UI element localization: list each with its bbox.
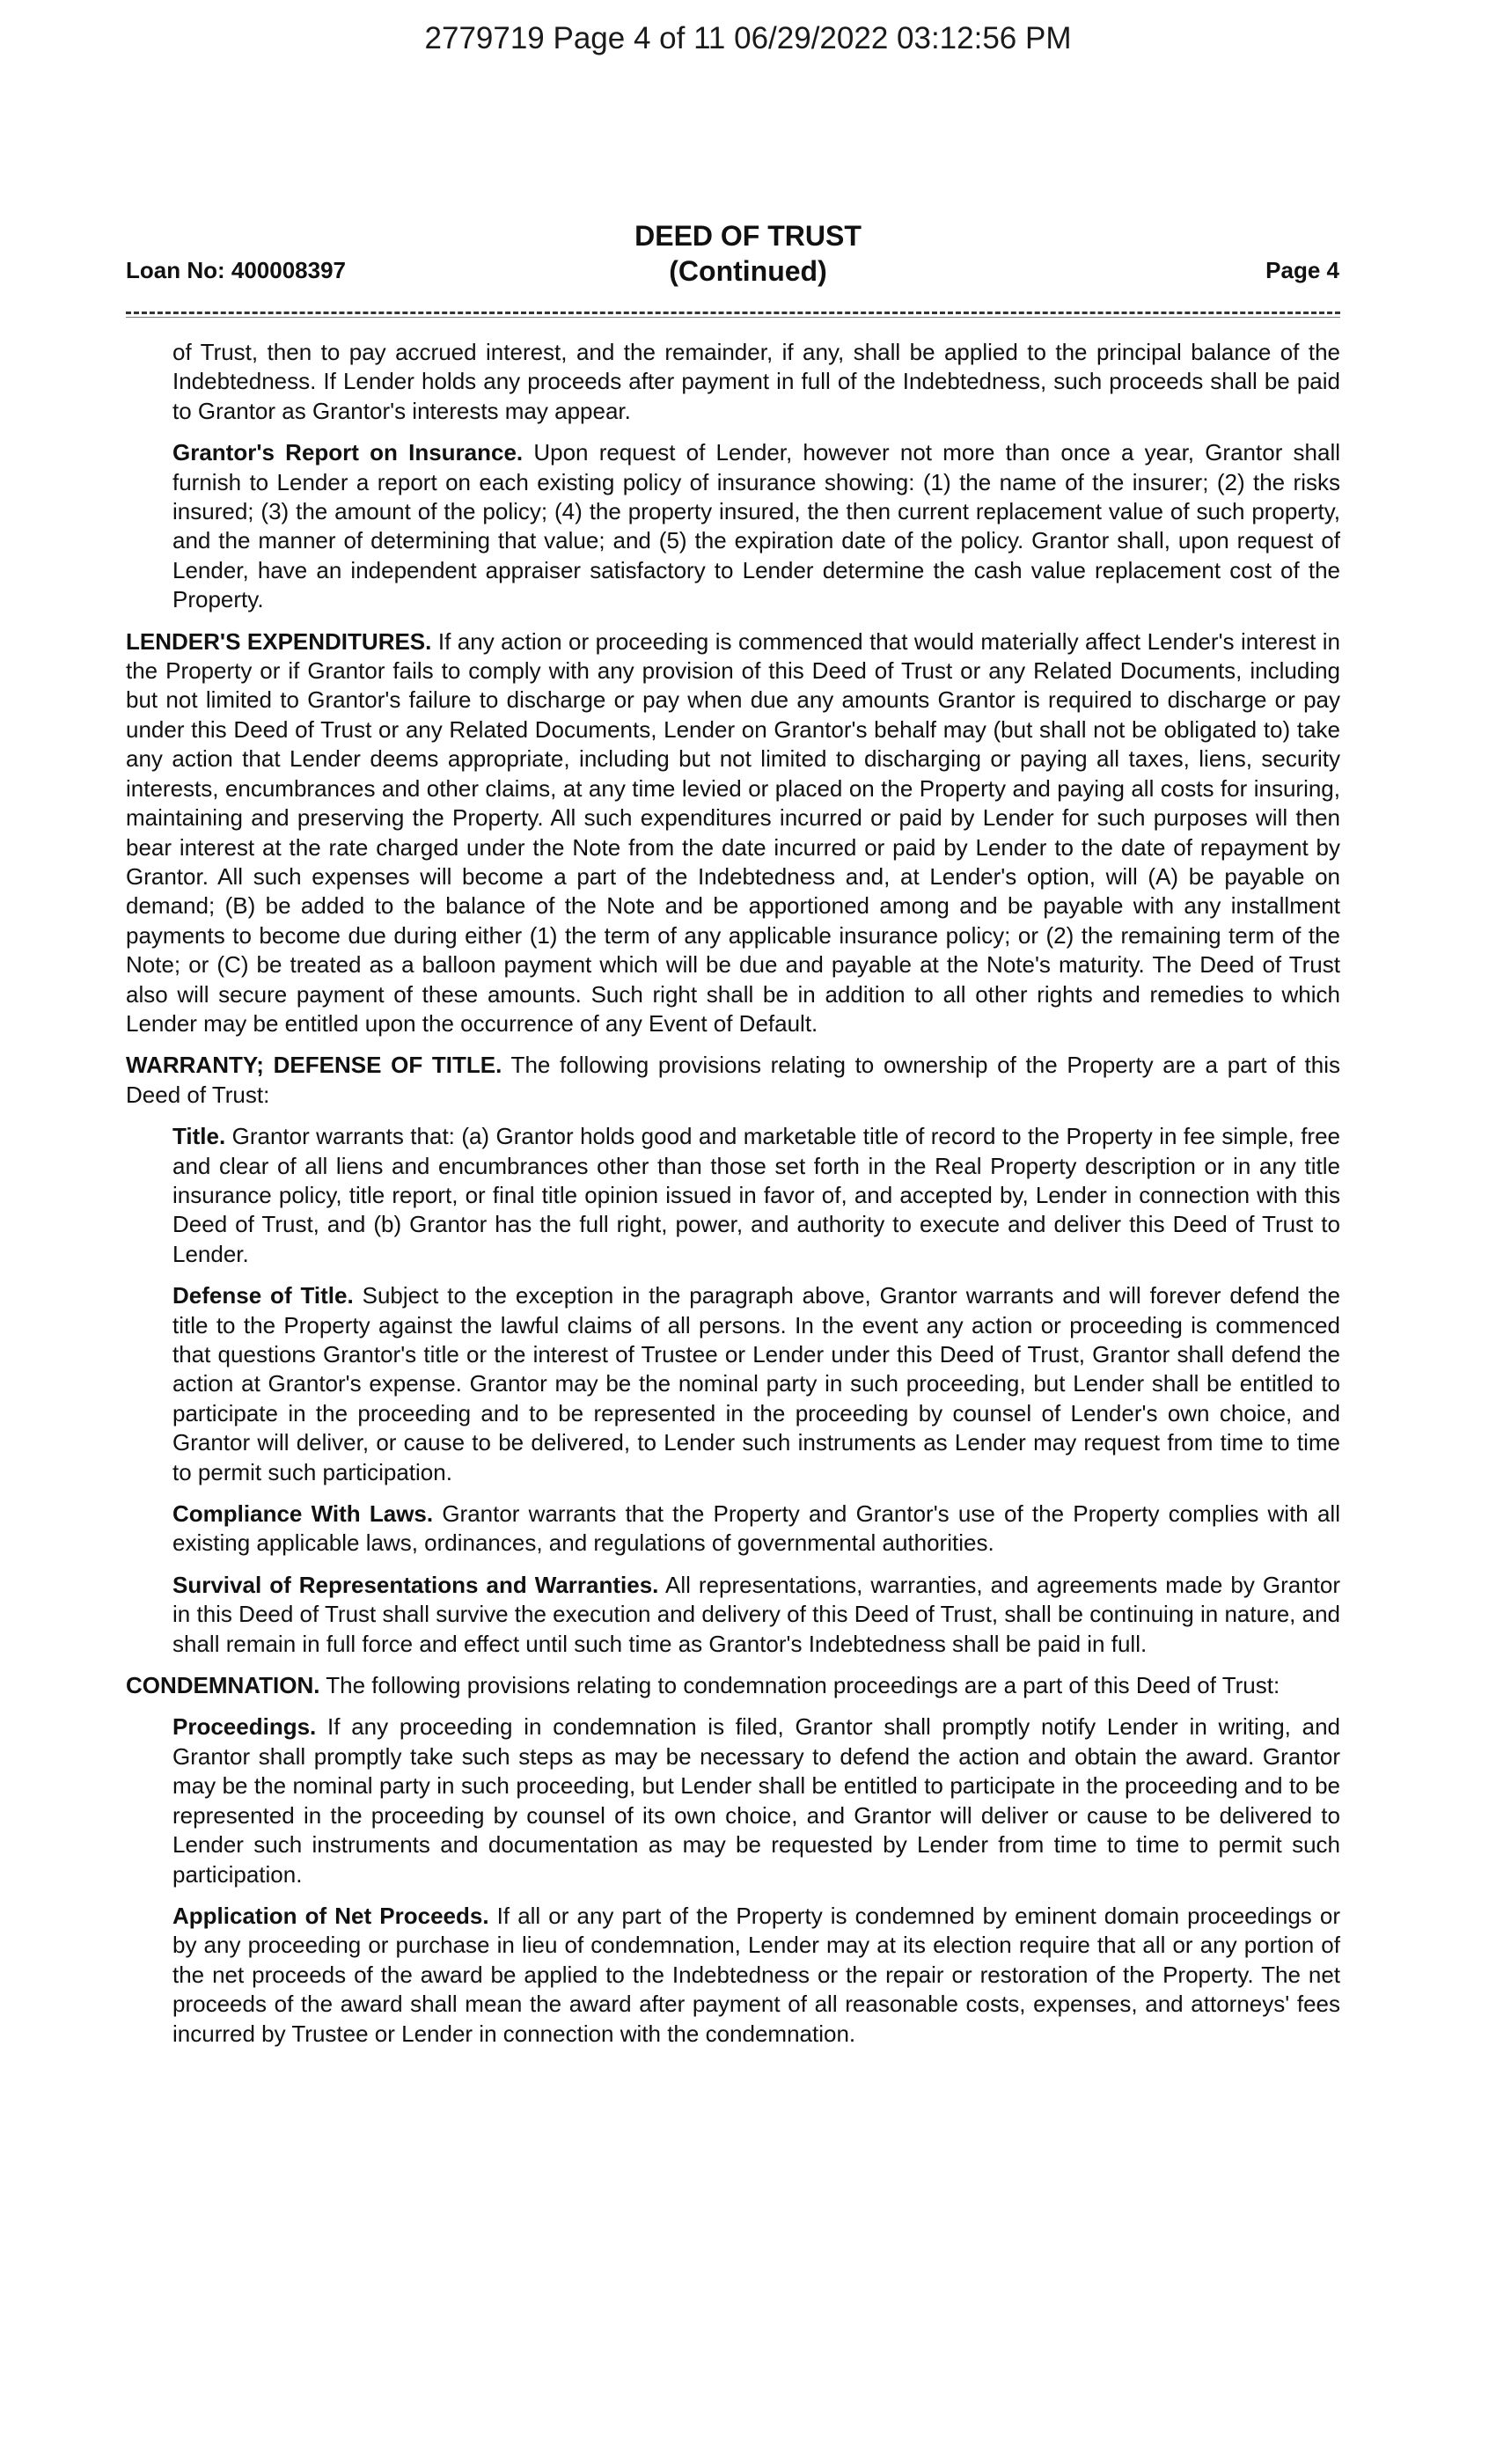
paragraph-continued	[172, 338, 1340, 426]
section-heading: CONDEMNATION.	[126, 1672, 320, 1699]
paragraph-compliance-with-laws	[172, 1500, 1340, 1558]
paragraph-title	[172, 1122, 1340, 1269]
paragraph-grantors-report-on-insurance	[172, 438, 1340, 614]
paragraph-heading: Compliance With Laws.	[172, 1500, 434, 1528]
paragraph-text: All representations, warranties, and agreements made by Grantor in this Deed of Trust shall survive the execution and delivery of this Deed of Trust, shall be continuing in nature, and shall remain in full force and effect until such time as Grantor's Indebtedness shall be paid in full.	[172, 1571, 1341, 1657]
loan-number: Loan No: 400008397	[126, 257, 347, 283]
paragraph-text: Upon request of Lender, however not more than once a year, Grantor shall furnish to Lender a report on each existing policy of insurance showing: (1) the name of the insurer; (2) the risks insured; (3) the amount of the policy; (4) the property insured, the then current replacement value of such property, and the manner of determining that value; and (5) the expiration date of the policy. Grantor shall, upon request of Lender, have an independent appraiser satisfactory to Lender determine the cash value replacement cost of the Property.	[172, 439, 1341, 613]
section-text: If any action or proceeding is commenced that would materially affect Lender's interest in the Property or if Grantor fails to comply with any provision of this Deed of Trust or any Related Documents, including but not limited to Grantor's failure to discharge or pay when due any amounts Grantor is required to discharge or pay under this Deed of Trust or any Related Documents, Lender on Grantor's behalf may (but shall not be obligated to) take any action that Lender deems appropriate, including but not limited to discharging or paying all taxes, liens, security interests, encumbrances and other claims, at any time levied or placed on the Property and paying all costs for insuring, maintaining and preserving the Property. All such expenditures incurred or paid by Lender for such purposes will then bear interest at the rate charged under the Note from the date incurred or paid by Lender to the date of repayment by Grantor. All such expenses will become a part of the Indebtedness and, at Lender's option, will (A) be payable on demand; (B) be added to the balance of the Note and be apportioned among and be payable with any installment payments to become due during either (1) the term of any applicable insurance policy; or (2) the remaining term of the Note; or (C) be treated as a balloon payment which will be due and payable at the Note's maturity. The Deed of Trust also will secure payment of these amounts. Such right shall be in addition to all other rights and remedies to which Lender may be entitled upon the occurrence of any Event of Default.	[126, 627, 1340, 1037]
paragraph-text: Grantor warrants that the Property and Grantor's use of the Property complies with all existing applicable laws, ordinances, and regulations of governmental authorities.	[172, 1500, 1340, 1557]
recording-stamp: 2779719 Page 4 of 11 06/29/2022 03:12:56 PM	[424, 21, 1072, 55]
paragraph-text: Subject to the exception in the paragraph above, Grantor warrants and will forever defend the title to the Property against the lawful claims of all persons. In the event any action or proceeding is commenced that questions Grantor's title or the interest of Trustee or Lender under this Deed of Trust, Grantor shall defend the action at Grantor's expense. Grantor may be the nominal party in such proceeding, but Lender shall be entitled to participate in the proceeding and to be represented in the proceeding by counsel of Lender's own choice, and Grantor will deliver, or cause to be delivered, to Lender such instruments as Lender may request from time to time to permit such participation.	[172, 1282, 1340, 1485]
header-divider-line	[126, 317, 1340, 318]
paragraph-heading: Application of Net Proceeds.	[172, 1902, 489, 1929]
paragraph-text: of Trust, then to pay accrued interest, and the remainder, if any, shall be applied to the principal balance of the Indebtedness. If Lender holds any proceeds after payment in full of the Indebtedness, such proceeds shall be paid to Grantor as Grantor's interests may appear.	[172, 339, 1340, 424]
paragraph-text: Grantor warrants that: (a) Grantor holds good and marketable title of record to the Property in fee simple, free and clear of all liens and encumbrances other than those set forth in the Real Property description or in any title insurance policy, title report, or final title opinion issued in favor of, and accepted by, Lender in connection with this Deed of Trust, and (b) Grantor has the full right, power, and authority to execute and deliver this Deed of Trust to Lender.	[172, 1123, 1340, 1267]
document-subtitle: (Continued)	[669, 255, 827, 287]
paragraph-heading: Title.	[172, 1123, 226, 1150]
section-lenders-expenditures	[126, 627, 1340, 1039]
paragraph-heading: Defense of Title.	[172, 1282, 354, 1309]
paragraph-heading: Grantor's Report on Insurance.	[172, 439, 524, 466]
section-heading: LENDER'S EXPENDITURES.	[126, 627, 432, 655]
paragraph-proceedings	[172, 1712, 1340, 1888]
paragraph-defense-of-title	[172, 1281, 1340, 1487]
document-title: DEED OF TRUST	[634, 220, 862, 252]
paragraph-application-of-net-proceeds	[172, 1902, 1340, 2049]
section-heading: WARRANTY; DEFENSE OF TITLE.	[126, 1052, 502, 1079]
section-text: The following provisions relating to condemnation proceedings are a part of this Deed of Trust:	[319, 1672, 1280, 1699]
header-divider	[126, 312, 1340, 314]
section-warranty-defense-of-title	[126, 1051, 1340, 1110]
document-body	[126, 338, 1340, 2061]
section-condemnation	[126, 1671, 1340, 1700]
paragraph-heading: Survival of Representations and Warranties.	[172, 1571, 659, 1598]
paragraph-survival-of-representations	[172, 1571, 1340, 1659]
paragraph-text: If any proceeding in condemnation is filed, Grantor shall promptly notify Lender in writing, and Grantor shall promptly take such steps as may be necessary to defend the action and obtain the award. Grantor may be the nominal party in such proceeding, but Lender shall be entitled to participate in the proceeding and to be represented in the proceeding by counsel of its own choice, and Grantor will deliver or cause to be delivered to Lender such instruments and documentation as may be requested by Lender from time to time to permit such participation.	[172, 1713, 1340, 1888]
paragraph-text: If all or any part of the Property is condemned by eminent domain proceedings or by any proceeding or purchase in lieu of condemnation, Lender may at its election require that all or any portion of the net proceeds of the award be applied to the Indebtedness or the repair or restoration of the Property. The net proceeds of the award shall mean the award after payment of all reasonable costs, expenses, and attorneys' fees incurred by Trustee or Lender in connection with the condemnation.	[172, 1902, 1340, 2047]
page-number: Page 4	[1265, 257, 1339, 283]
section-text: The following provisions relating to ownership of the Property are a part of this Deed of Trust:	[126, 1052, 1341, 1108]
paragraph-heading: Proceedings.	[172, 1713, 317, 1741]
